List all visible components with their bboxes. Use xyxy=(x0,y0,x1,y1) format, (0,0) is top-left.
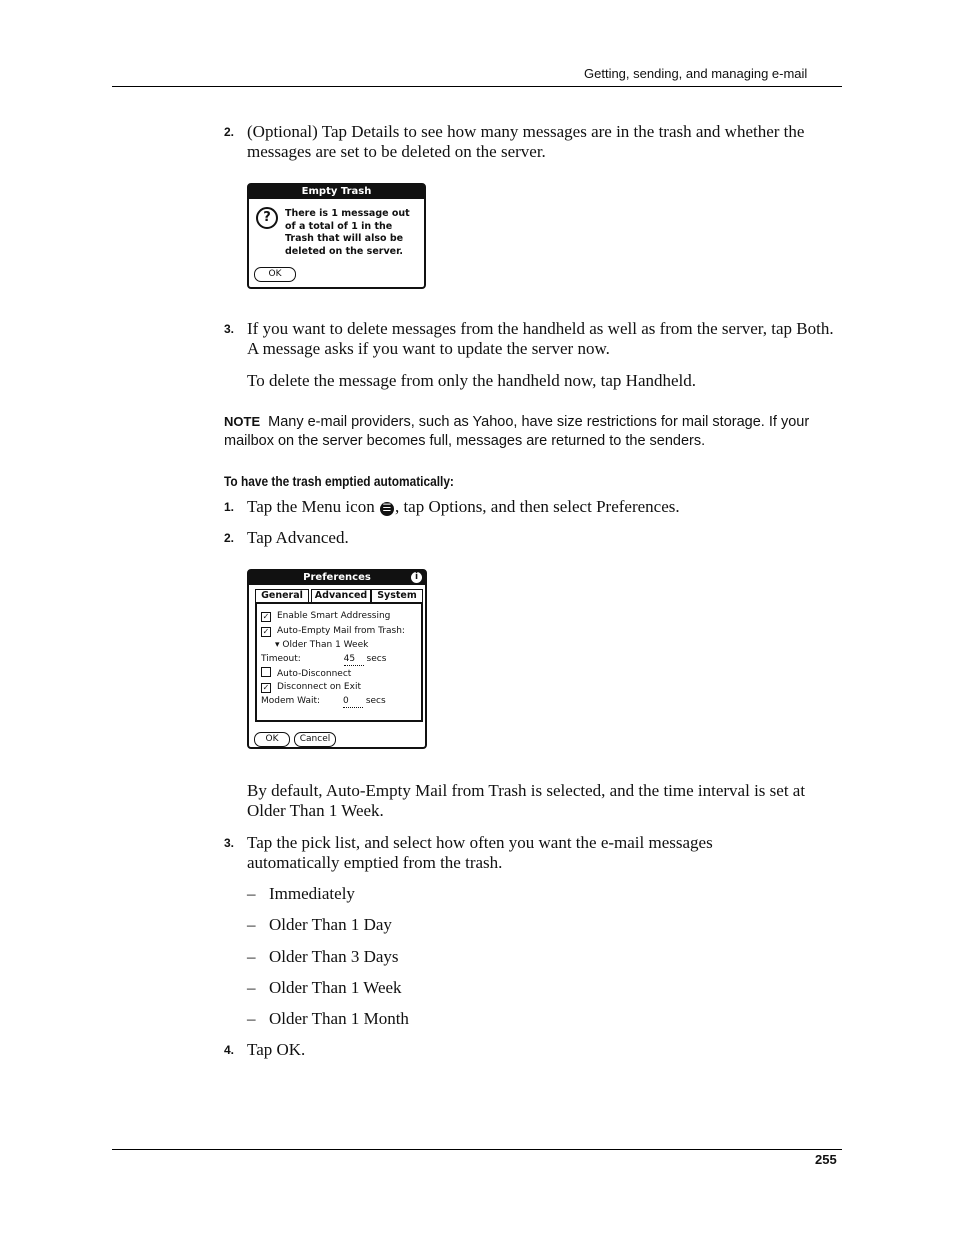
checkbox-empty[interactable] xyxy=(261,667,271,677)
cancel-button[interactable]: Cancel xyxy=(294,732,336,747)
step-number: 3. xyxy=(224,322,235,336)
tab-system[interactable]: System xyxy=(371,589,423,603)
dialog-title xyxy=(249,571,425,585)
enable-smart-addressing-row[interactable] xyxy=(261,610,390,622)
picklist-value: Older Than 1 Week xyxy=(282,640,369,650)
note-text: Many e-mail providers, such as Yahoo, have size restrictions for mail storage. If your mailbox on the server becomes full, messages are returned to the senders. xyxy=(224,414,810,449)
preferences-dialog xyxy=(247,569,427,749)
step-text: (Optional) Tap Details to see how many messages are in the trash and whether the messages are set to be deleted on the server. xyxy=(247,122,805,161)
tab-general[interactable]: General xyxy=(255,589,309,603)
default-description: By default, Auto-Empty Mail from Trash is selected, and the time interval is set at Older Than 1 Week. xyxy=(247,781,806,820)
step-number: 3. xyxy=(224,836,235,850)
option-item: Older Than 1 Week xyxy=(269,978,402,997)
option-item: Older Than 1 Month xyxy=(269,1009,409,1028)
note-label: NOTE xyxy=(224,414,261,429)
check-icon[interactable]: ✓ xyxy=(262,627,270,636)
question-icon: ? xyxy=(256,207,278,229)
step-text: Tap OK. xyxy=(247,1040,306,1059)
checkbox-label: Enable Smart Addressing xyxy=(277,611,391,621)
modem-wait-field[interactable]: 0 xyxy=(343,695,363,708)
running-head: Getting, sending, and managing e-mail xyxy=(584,66,808,81)
timeout-row xyxy=(261,653,386,666)
auto-disconnect-row[interactable] xyxy=(261,667,351,680)
check-icon[interactable]: ✓ xyxy=(262,612,270,621)
step-text-after: , tap Options, and then select Preferences. xyxy=(394,497,680,516)
ok-button[interactable]: OK xyxy=(254,267,296,282)
info-icon[interactable]: i xyxy=(411,572,422,583)
page-number: 255 xyxy=(815,1152,837,1167)
ok-button[interactable]: OK xyxy=(254,732,290,747)
option-item: Immediately xyxy=(269,884,355,903)
advanced-panel xyxy=(255,602,423,722)
tab-advanced[interactable]: Advanced xyxy=(311,589,371,602)
checkbox-label: Auto-Disconnect xyxy=(277,669,352,679)
secs-label: secs xyxy=(365,696,386,706)
step-followup-text: To delete the message from only the handheld now, tap Handheld. xyxy=(247,371,697,390)
dash: – xyxy=(247,1009,256,1028)
dialog-title-text: Preferences xyxy=(303,572,371,583)
modem-wait-label: Modem Wait: xyxy=(261,696,321,706)
step-number: 2. xyxy=(224,531,235,545)
dash: – xyxy=(247,915,256,934)
checkbox-label: Disconnect on Exit xyxy=(277,682,361,692)
dialog-message: There is 1 message out of a total of 1 in the Trash that will also be deleted on the server. xyxy=(285,208,410,257)
procedure-heading: To have the trash emptied automatically: xyxy=(224,473,454,489)
dash: – xyxy=(247,947,256,966)
step-text xyxy=(247,497,847,517)
auto-empty-row[interactable] xyxy=(261,625,405,637)
step-text: Tap Advanced. xyxy=(247,528,349,547)
interval-picklist[interactable] xyxy=(275,639,368,651)
secs-label: secs xyxy=(366,654,387,664)
triangle-down-icon: ▾ xyxy=(275,640,280,650)
step-number: 1. xyxy=(224,500,235,514)
step-text: Tap the pick list, and select how often you want the e-mail messages automatically emptied from the trash. xyxy=(247,833,713,872)
option-item: Older Than 1 Day xyxy=(269,915,392,934)
empty-trash-dialog xyxy=(247,183,426,289)
menu-icon: ☰ xyxy=(380,502,394,516)
header-rule xyxy=(112,86,842,87)
step-text: If you want to delete messages from the handheld as well as from the server, tap Both. A message asks if you want to update the server now. xyxy=(247,319,834,358)
modem-wait-row xyxy=(261,695,386,708)
timeout-field[interactable]: 45 xyxy=(344,653,364,666)
step-number: 4. xyxy=(224,1043,235,1057)
footer-rule xyxy=(112,1149,842,1150)
check-icon[interactable]: ✓ xyxy=(262,683,270,692)
dash: – xyxy=(247,884,256,903)
option-item: Older Than 3 Days xyxy=(269,947,399,966)
dialog-title: Empty Trash xyxy=(249,185,424,199)
dash: – xyxy=(247,978,256,997)
step-number: 2. xyxy=(224,125,235,139)
note xyxy=(224,412,844,451)
disconnect-on-exit-row[interactable] xyxy=(261,681,361,693)
step-text-before: Tap the Menu icon xyxy=(247,497,375,516)
checkbox-label: Auto-Empty Mail from Trash: xyxy=(277,626,405,636)
timeout-label: Timeout: xyxy=(261,654,301,664)
